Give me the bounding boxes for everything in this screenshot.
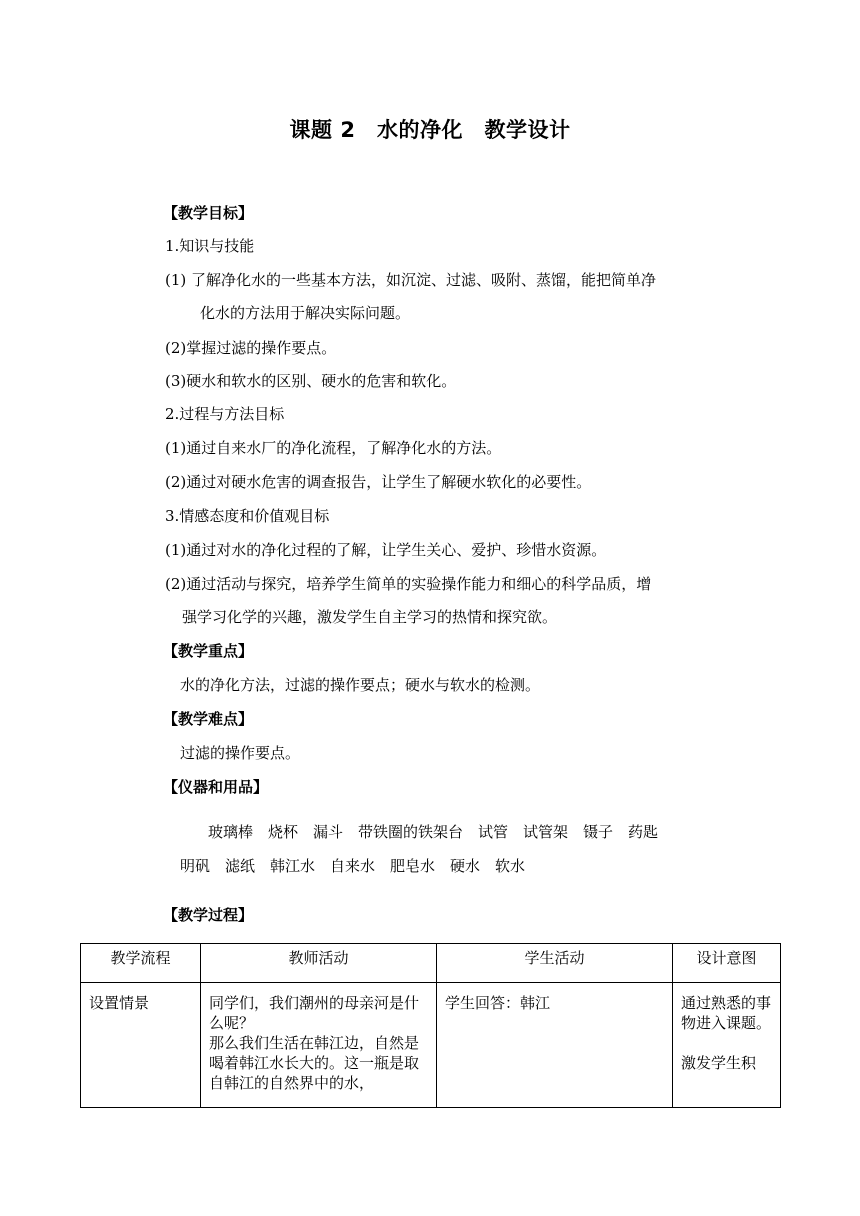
cell-stage: 设置情景 — [81, 983, 201, 1108]
column-header-stage: 教学流程 — [81, 944, 201, 983]
materials-list-line-2: 明矾 滤纸 韩江水 自来水 肥皂水 硬水 软水 — [180, 857, 526, 875]
objective-item: (1)通过对水的净化过程的了解，让学生关心、爱护、珍惜水资源。 — [165, 541, 607, 559]
objective-section-1: 1.知识与技能 — [165, 237, 255, 255]
cell-student-activity: 学生回答：韩江 — [437, 983, 673, 1108]
key-points-heading: 【教学重点】 — [163, 642, 254, 660]
objective-item-continued: 化水的方法用于解决实际问题。 — [200, 304, 411, 322]
column-header-intent: 设计意图 — [673, 944, 781, 983]
column-header-student: 学生活动 — [437, 944, 673, 983]
objective-item: (1) 了解净化水的一些基本方法，如沉淀、过滤、吸附、蒸馏，能把简单净 — [165, 271, 657, 289]
process-heading: 【教学过程】 — [163, 906, 254, 924]
objective-section-3: 3.情感态度和价值观目标 — [165, 507, 330, 525]
objective-item-continued: 强学习化学的兴趣，激发学生自主学习的热情和探究欲。 — [182, 608, 558, 626]
objective-item: (3)硬水和软水的区别、硬水的危害和软化。 — [165, 372, 457, 390]
difficulties-heading: 【教学难点】 — [163, 710, 254, 728]
objective-item: (2)掌握过滤的操作要点。 — [165, 339, 337, 357]
table-header-row — [81, 944, 781, 983]
objectives-heading: 【教学目标】 — [163, 204, 254, 222]
teaching-process-table — [80, 943, 781, 1108]
cell-design-intent: 通过熟悉的事物进入课题。 激发学生积 — [673, 983, 781, 1108]
objective-item: (1)通过自来水厂的净化流程，了解净化水的方法。 — [165, 439, 502, 457]
document-title: 课题 2 水的净化 教学设计 — [289, 118, 571, 142]
key-points-text: 水的净化方法，过滤的操作要点；硬水与软水的检测。 — [180, 676, 541, 694]
difficulties-text: 过滤的操作要点。 — [180, 744, 301, 762]
materials-list-line-1: 玻璃棒 烧杯 漏斗 带铁圈的铁架台 试管 试管架 镊子 药匙 — [208, 823, 659, 841]
objective-section-2: 2.过程与方法目标 — [165, 405, 285, 423]
column-header-teacher: 教师活动 — [201, 944, 437, 983]
table-row — [81, 983, 781, 1108]
objective-item: (2)通过活动与探究，培养学生简单的实验操作能力和细心的科学品质，增 — [165, 575, 652, 593]
cell-teacher-activity: 同学们，我们潮州的母亲河是什么呢？ 那么我们生活在韩江边，自然是喝着韩江水长大的。这一瓶是取自韩江的自然界中的水， — [201, 983, 437, 1108]
materials-heading: 【仪器和用品】 — [163, 778, 269, 796]
objective-item: (2)通过对硬水危害的调查报告，让学生了解硬水软化的必要性。 — [165, 473, 592, 491]
